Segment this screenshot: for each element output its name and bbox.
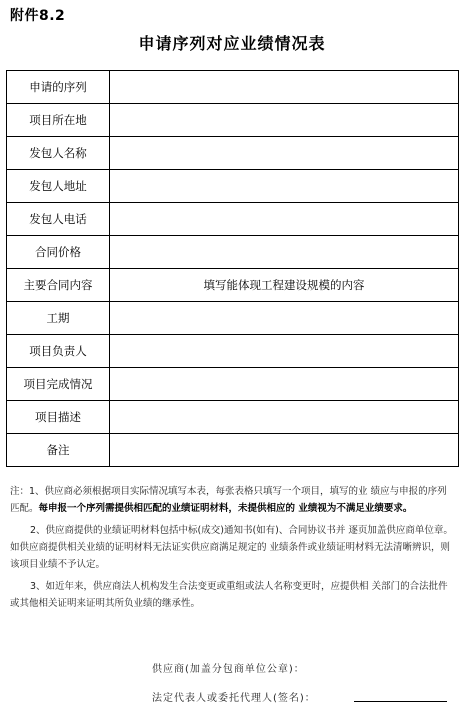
- table-row: [7, 236, 459, 269]
- table-row: [7, 401, 459, 434]
- row-label: 发包人电话: [7, 203, 110, 236]
- table-row: [7, 368, 459, 401]
- note-2: 2、供应商提供的业绩证明材料包括中标(成交)通知书(如有)、合同协议书并 逐页加盖供应商单位章。如供应商提供相关业绩的证明材料无法证实供应商满足规定的 业绩条件或业绩证明材料无法清晰辨识，则该项目业绩不予认定。: [10, 525, 453, 570]
- table-row: [7, 434, 459, 467]
- row-value[interactable]: [110, 137, 459, 170]
- table-row: [7, 71, 459, 104]
- row-label: 发包人地址: [7, 170, 110, 203]
- row-label: 项目负责人: [7, 335, 110, 368]
- row-value[interactable]: [110, 236, 459, 269]
- row-value[interactable]: [110, 170, 459, 203]
- table-row: [7, 104, 459, 137]
- attachment-label: 附件8.2: [10, 8, 66, 24]
- row-label: 发包人名称: [7, 137, 110, 170]
- notes-section: [10, 483, 456, 617]
- table-row: [7, 269, 459, 302]
- row-value[interactable]: [110, 104, 459, 137]
- row-value[interactable]: [110, 434, 459, 467]
- row-label: 项目完成情况: [7, 368, 110, 401]
- row-label: 合同价格: [7, 236, 110, 269]
- table-row: [7, 203, 459, 236]
- performance-table: [6, 70, 459, 467]
- supplier-seal-label: 供应商(加盖分包商单位公章)：: [152, 664, 305, 675]
- row-label: 项目所在地: [7, 104, 110, 137]
- note-1: [10, 483, 456, 517]
- row-value[interactable]: [110, 368, 459, 401]
- row-label: 项目描述: [7, 401, 110, 434]
- row-value[interactable]: [110, 203, 459, 236]
- row-value[interactable]: [110, 302, 459, 335]
- row-value[interactable]: [110, 335, 459, 368]
- row-label: 申请的序列: [7, 71, 110, 104]
- row-label: 备注: [7, 434, 110, 467]
- table-row: [7, 137, 459, 170]
- representative-signature-label: 法定代表人或委托代理人(签名)：: [152, 693, 316, 704]
- row-label: 主要合同内容: [7, 269, 110, 302]
- table-row: [7, 302, 459, 335]
- table-row: [7, 335, 459, 368]
- note-1-emphasis: 每申报一个序列需提供相匹配的业绩证明材料，未提供相应的 业绩视为不满足业绩要求。: [38, 503, 413, 514]
- row-value[interactable]: [110, 71, 459, 104]
- signature-line[interactable]: [354, 701, 447, 702]
- note-1-intro: 注：1、供应商必须根据项目实际情况填写本表，每张表格只填写一个项目，填写的业 绩应与申报的序列匹配。: [10, 486, 447, 514]
- row-label: 工期: [7, 302, 110, 335]
- row-value[interactable]: [110, 401, 459, 434]
- page-title: 申请序列对应业绩情况表: [138, 34, 326, 53]
- row-value[interactable]: 填写能体现工程建设规模的内容: [110, 269, 459, 302]
- note-3: 3、如近年来，供应商法人机构发生合法变更或重组或法人名称变更时，应提供相 关部门的合法批件或其他相关证明来证明其所负业绩的继承性。: [10, 581, 448, 609]
- table-row: [7, 170, 459, 203]
